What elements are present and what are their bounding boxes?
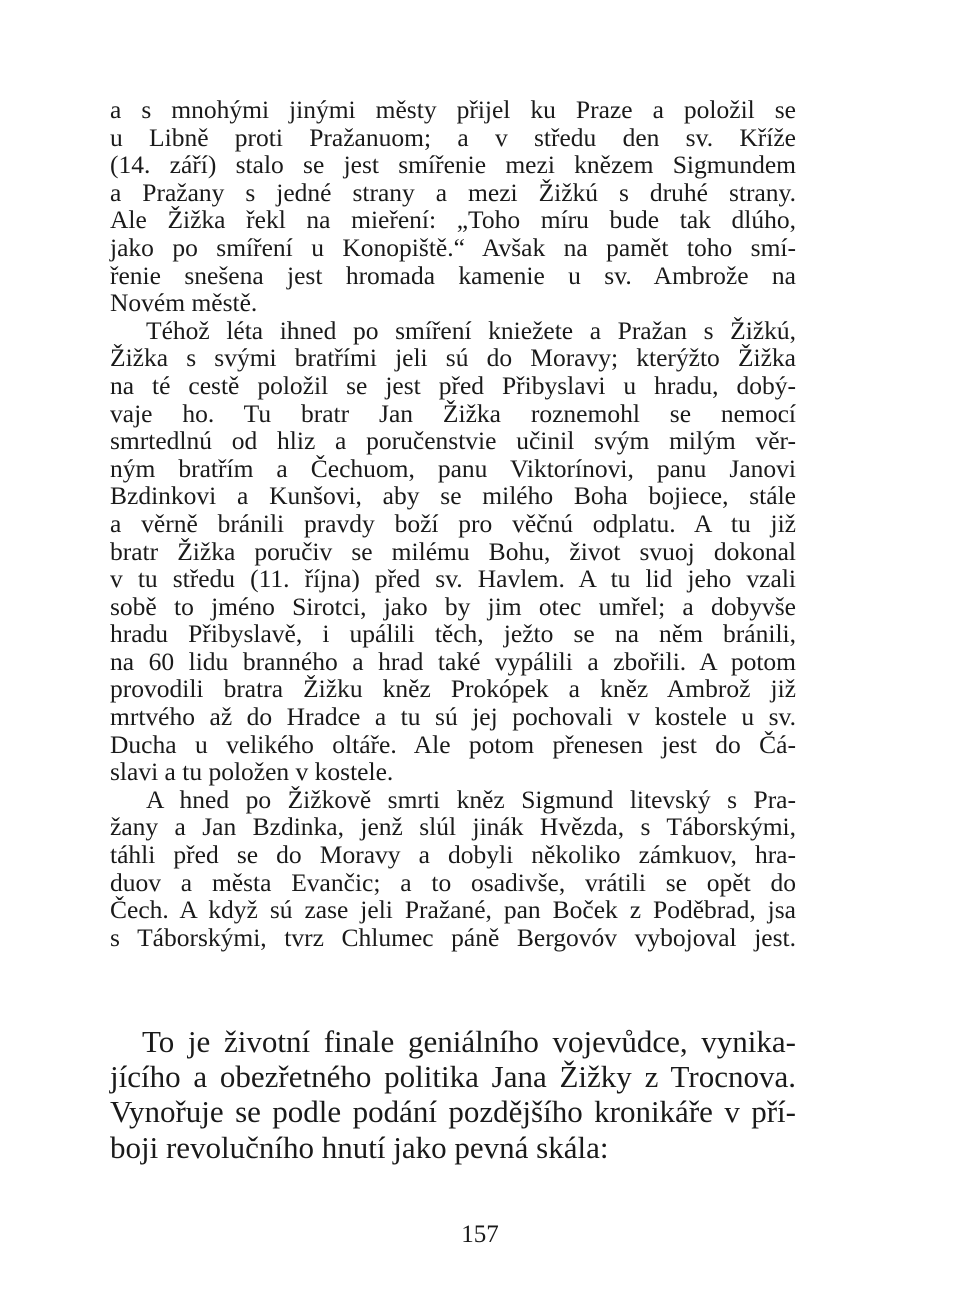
text-line: s Táborskými, tvrz Chlumec páně Bergovóv vybojoval jest.	[110, 922, 796, 952]
text-line: Vynořuje se podle podání pozdějšího kronikáře v pří-	[110, 1094, 796, 1130]
text-line: řenie snešena jest hromada kamenie u sv. Ambrože na	[110, 260, 796, 290]
text-line: provodili bratra Žižku kněz Prokópek a kněz Ambrož již	[110, 674, 796, 704]
text-line: To je životní finale geniálního vojevůdce, vynika-	[142, 1024, 796, 1059]
text-line: A hned po Žižkově smrti kněz Sigmund litevský s Pra-	[146, 784, 796, 814]
text-line: Téhož léta ihned po smíření kniežete a Pražan s Žižkú,	[146, 315, 796, 345]
text-line: v tu středu (11. října) před sv. Havlem. A tu lid jeho vzali	[110, 564, 796, 594]
text-line: ným bratřím a Čechuom, panu Viktorínovi, panu Janovi	[110, 453, 796, 483]
text-line: vaje ho. Tu bratr Jan Žižka roznemohl se nemocí	[110, 398, 796, 428]
text-line: bratr Žižka poručiv se milému Bohu, život svuoj dokonal	[110, 536, 796, 566]
text-line: hradu Přibyslavě, i upálili těch, ježto se na něm bránili,	[110, 619, 796, 649]
text-line: u Libně proti Pražanuom; a v středu den sv. Kříže	[110, 122, 796, 152]
text-line: táhli před se do Moravy a dobyli několiko zámkuov, hra-	[110, 840, 796, 870]
text-line: Ducha u velikého oltáře. Ale potom přenesen jest do Čá-	[110, 729, 796, 759]
text-line: Ale Žižka řekl na mieření: „Toho míru bude tak dlúho,	[110, 205, 796, 235]
text-line: smrtedlnú od hliz a poručenstvie učinil svým milým věr-	[110, 426, 796, 456]
text-line: jícího a obezřetného politika Jana Žižky z Trocnova.	[110, 1059, 796, 1095]
text-line: Žižka s svými bratřími jeli sú do Moravy; kterýžto Žižka	[110, 343, 796, 373]
page-number: 157	[461, 1221, 499, 1248]
text-line: žany a Jan Bzdinka, jenž slúl jinák Hvězda, s Táborskými,	[110, 812, 796, 842]
text-line: jako po smíření u Konopiště.“ Avšak na pamět toho smí-	[110, 232, 796, 262]
text-line: Bzdinkovi a Kunšovi, aby se milého Boha bojiece, stále	[110, 481, 796, 511]
author-commentary	[110, 1024, 796, 1165]
text-line: na té cestě položil se jest před Přibyslavi u hradu, dobý-	[110, 370, 796, 400]
text-line: Čech. A když sú zase jeli Pražané, pan Boček z Poděbrad, jsa	[110, 895, 796, 925]
text-line: na 60 lidu branného a hrad také vypálili a zbořili. A potom	[110, 646, 796, 676]
text-line: a Pražany s jedné strany a mezi Žižkú s druhé strany.	[110, 177, 796, 207]
text-line: a věrně bránili pravdy boží pro věčnú odplatu. A tu již	[110, 508, 796, 538]
text-line: boji revolučního hnutí jako pevná skála:	[110, 1129, 609, 1165]
text-line: (14. září) stalo se jest smířenie mezi knězem Sigmundem	[110, 150, 796, 180]
text-line: mrtvého až do Hradce a tu sú jej pochovali v kostele u sv.	[110, 702, 796, 732]
text-line: a s mnohými jinými městy přijel ku Praze a položil se	[110, 95, 796, 124]
text-line: Novém městě.	[110, 288, 258, 318]
text-line: duov a města Evančic; a to osadivše, vrátili se opět do	[110, 867, 796, 897]
text-line: sobě to jméno Sirotci, jako by jim otec umřel; a dobyvše	[110, 591, 796, 621]
chronicle-quote	[110, 96, 796, 951]
text-line: slavi a tu položen v kostele.	[110, 757, 394, 787]
